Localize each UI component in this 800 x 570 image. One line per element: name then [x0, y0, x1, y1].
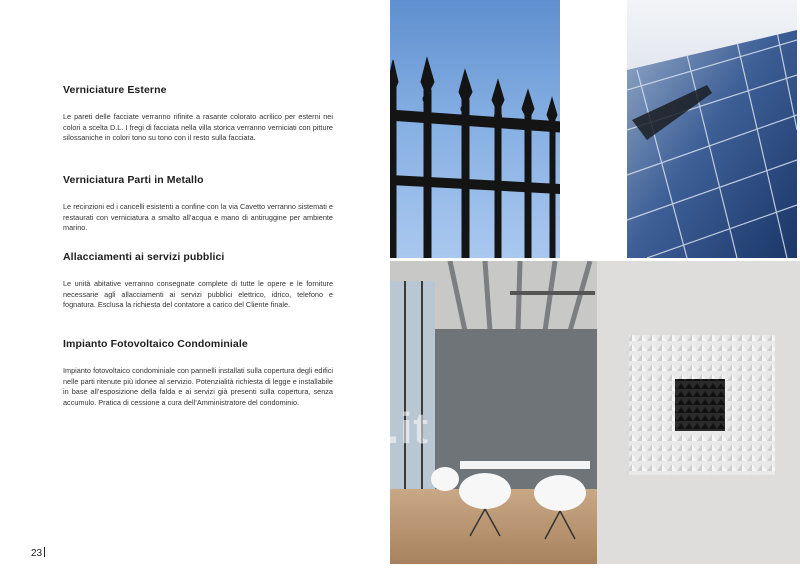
section-title: Impianto Fotovoltaico Condominiale [63, 338, 248, 350]
watermark: casa.it [285, 404, 429, 453]
section-title: Verniciatura Parti in Metallo [63, 174, 204, 186]
section-body: Le recinzioni ed i cancelli esistenti a confine con la via Cavetto verranno sistemati e restaurati con verniciatura a smalto all’acqua e mano di antiruggine per ambiente marino. [63, 202, 333, 232]
section-body: Le pareti delle facciate verranno rifinite a rasante colorato acrilico per esterni nei colori a scelta D.L. I fregi di facciata nella villa storica verranno verniciati con pitture silossaniche in colori tono su tono con il resto sulla facciata. [63, 112, 333, 142]
wall-art-photo [597, 261, 800, 564]
solar-panel-photo [627, 0, 797, 258]
section-body: Impianto fotovoltaico condominiale con pannelli installati sulla copertura degli edifici nelle parti ritenute più idonee al servizio. Potenzialità richiesta di legge e installabile in base all’esposizione della falda e ai servizi già presenti sulla copertura, senza accumulo. Pratica di cessione a cura dell’Amministratore del condominio. [63, 366, 333, 407]
section-title: Verniciature Esterne [63, 84, 167, 96]
section-title: Allacciamenti ai servizi pubblici [63, 251, 225, 263]
section-verniciatura-metallo [63, 174, 333, 234]
metal-fence-photo [390, 0, 560, 258]
section-allacciamenti [63, 251, 333, 311]
section-body: Le unità abitative verranno consegnate complete di tutte le opere e le forniture necessarie agli allacciamenti ai servizi pubblici elettrico, idrico, telefono e fognatura. Esclusa la richiesta del contatore a carico del Cliente finale. [63, 279, 333, 309]
section-verniciature-esterne [63, 84, 333, 144]
section-fotovoltaico [63, 338, 333, 408]
page-number: 23 [31, 547, 45, 559]
